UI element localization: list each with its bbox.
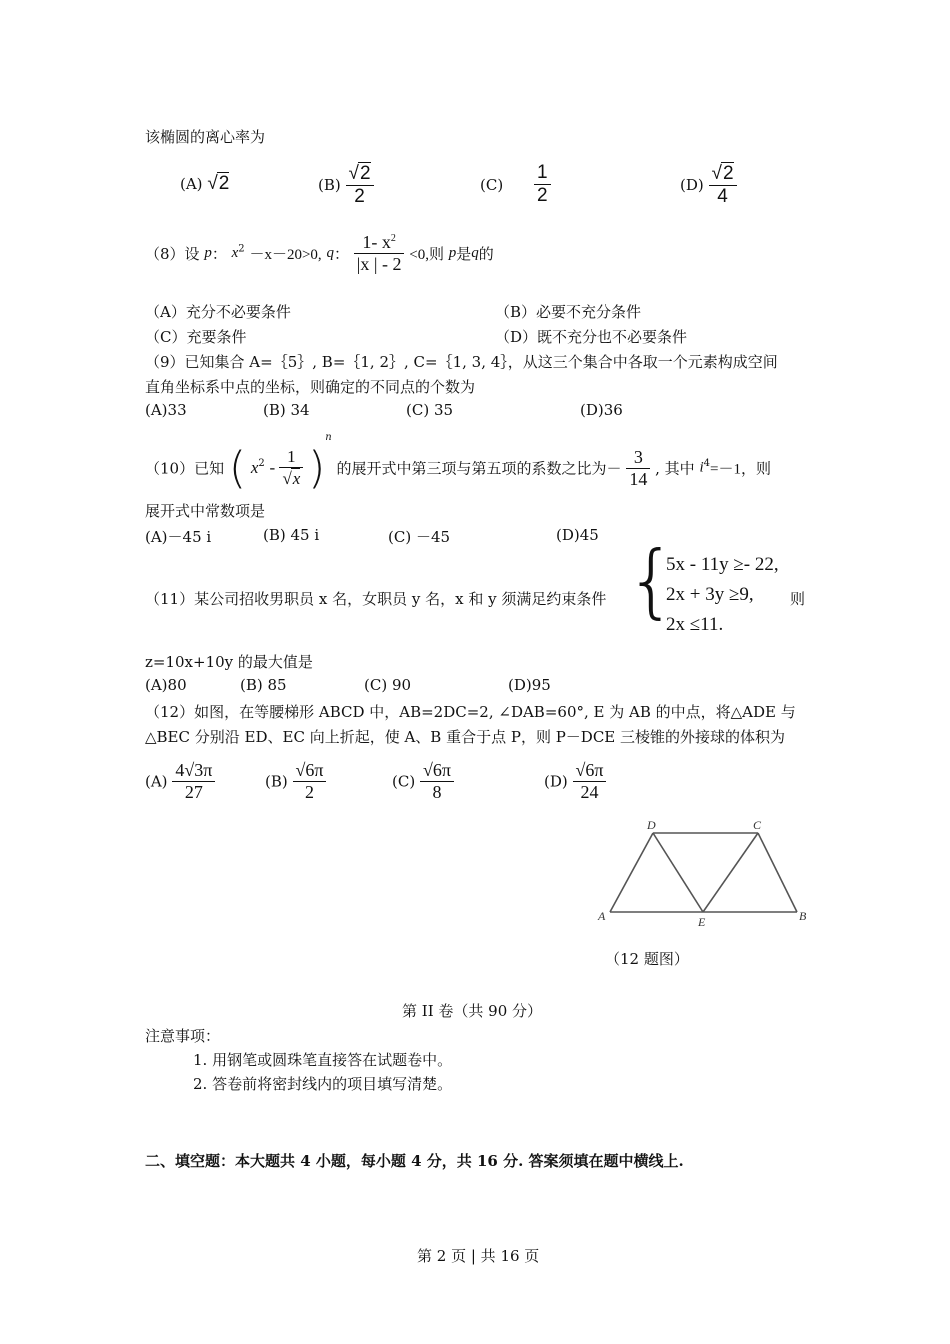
q12-b-denominator: 2 — [305, 782, 314, 802]
q10-option-a: (A)－45 i — [145, 528, 212, 546]
q7-d-fraction — [709, 162, 737, 208]
label-a: A — [598, 909, 606, 923]
q12-c-denominator: 8 — [432, 782, 442, 802]
q9-option-a: (A)33 — [145, 401, 187, 419]
q10-stem: （10）已知 ( $x^2$ - $\frac{1}{√x}$ )$^n$ 的展开式中第三项与第五项的系数之比为－ $\frac{3}{14}$ , 其中 $i^4=-1$，则 — [145, 432, 771, 494]
sqrt-sign: √ — [348, 163, 359, 184]
label-d: D — [647, 818, 656, 832]
q12-stem-line1: （12）如图，在等腰梯形 ABCD 中，AB=2DC=2, ∠DAB=60°, E 为 AB 的中点，将△ADE 与 — [145, 703, 796, 721]
q7-b-label: (B) — [318, 176, 341, 194]
segment-ce — [703, 833, 758, 912]
q11-constraint-3: 2x ≤11. — [666, 614, 724, 635]
q10-option-d: (D)45 — [556, 526, 599, 544]
q7-option-c — [480, 162, 551, 207]
segment-de — [653, 833, 703, 912]
note-2: 2. 答卷前将密封线内的项目填写清楚。 — [193, 1075, 453, 1093]
note-1: 1. 用钢笔或圆珠笔直接答在试题卷中。 — [193, 1051, 453, 1069]
q11-stem-line2: z=10x+10y 的最大值是 — [145, 653, 313, 671]
q11-constraint-2: 2x + 3y ≥9, — [666, 584, 754, 605]
sqrt-sign: √ — [711, 163, 722, 184]
q12-d-denominator: 24 — [580, 782, 599, 802]
q10-option-c: (C) －45 — [388, 528, 451, 546]
q7-option-a — [180, 172, 229, 195]
q12-figure-caption: （12 题图） — [605, 950, 689, 968]
q12-trapezoid-figure — [590, 815, 820, 935]
q7-option-b — [318, 162, 374, 208]
q11-option-d: (D)95 — [508, 676, 551, 694]
q12-d-numerator: √6π — [573, 760, 607, 782]
q9-option-c: (C) 35 — [406, 401, 454, 419]
q11-option-b: (B) 85 — [240, 676, 287, 694]
q7-d-radicand: 2 — [722, 163, 734, 184]
q8-fraction: $\frac{1- x^2}{|x | - 2}$ — [354, 232, 405, 275]
q11-option-a: (A)80 — [145, 676, 187, 694]
segment-bc — [758, 833, 797, 912]
q10-ratio-fraction: $\frac{3}{14}$ — [626, 447, 650, 490]
q8-option-b: （B）必要不充分条件 — [495, 303, 642, 321]
q7-stem-tail: 该椭圆的离心率为 — [145, 128, 266, 146]
q7-c-label: (C) — [480, 175, 504, 194]
q7-b-fraction — [346, 162, 374, 208]
q12-option-b: (B) $\frac{√6\pi}{2}$ — [265, 760, 326, 803]
page-footer: 第 2 页 | 共 16 页 — [417, 1247, 540, 1265]
q7-c-denominator: 2 — [536, 185, 548, 206]
q8-option-d: （D）既不充分也不必要条件 — [495, 328, 688, 346]
q12-option-d: (D) $\frac{√6\pi}{24}$ — [544, 760, 606, 803]
q9-option-d: (D)36 — [580, 401, 623, 419]
q7-c-numerator: 1 — [534, 162, 551, 185]
label-e: E — [698, 915, 706, 929]
q9-option-b: (B) 34 — [263, 401, 310, 419]
right-paren: ) — [308, 442, 326, 494]
q11-constraint-1: 5x - 11y ≥- 22, — [666, 554, 779, 575]
q7-a-radicand: 2 — [218, 173, 230, 194]
q7-b-denominator: 2 — [354, 186, 365, 207]
q12-stem-line2: △BEC 分别沿 ED、EC 向上折起，使 A、B 重合于点 P，则 P－DCE 三棱锥的外接球的体积为 — [145, 728, 786, 746]
part2-title: 第 II 卷（共 90 分） — [402, 1002, 543, 1020]
left-paren: ( — [228, 442, 247, 494]
q9-stem-line2: 直角坐标系中点的坐标，则确定的不同点的个数为 — [145, 378, 476, 396]
q12-a-numerator: 4√3π — [172, 760, 215, 782]
label-c: C — [753, 818, 762, 832]
sqrt-sign: √ — [282, 469, 292, 488]
q11-option-c: (C) 90 — [364, 676, 412, 694]
segment-ad — [610, 833, 653, 912]
q7-a-label: (A) — [180, 175, 203, 193]
q12-option-c: (C) $\frac{√6\pi}{8}$ — [392, 760, 454, 803]
q12-b-numerator: √6π — [293, 760, 327, 782]
q10-option-b: (B) 45 i — [263, 526, 320, 544]
q12-a-denominator: 27 — [184, 782, 203, 802]
q10-inner-fraction: $\frac{1}{√x}$ — [279, 447, 303, 489]
q8-option-c: （C）充要条件 — [145, 328, 247, 346]
sqrt-sign: √ — [207, 173, 218, 194]
q11-stem: （11）某公司招收男职员 x 名，女职员 y 名，x 和 y 须满足约束条件 — [145, 590, 607, 608]
q7-d-label: (D) — [680, 176, 704, 194]
q12-c-numerator: √6π — [420, 760, 454, 782]
notes-heading: 注意事项： — [145, 1027, 221, 1045]
q7-c-fraction — [534, 162, 551, 207]
q11-then: 则 — [790, 590, 806, 608]
q9-stem-line1: （9）已知集合 A=｛5｝, B=｛1, 2｝, C=｛1, 3, 4｝，从这三个集合中各取一个元素构成空间 — [145, 353, 778, 371]
q8-option-a: （A）充分不必要条件 — [145, 303, 291, 321]
q10-stem-line2: 展开式中常数项是 — [145, 502, 266, 520]
q8-stem: （8）设 p： $x^2 -x-20>0$, q： $\frac{1- x^2}{|x | - 2}$ <0,则 p是q的 — [145, 232, 494, 274]
label-b: B — [799, 909, 807, 923]
q7-d-denominator: 4 — [717, 186, 728, 207]
q7-b-radicand: 2 — [359, 163, 371, 184]
left-brace: { — [626, 534, 677, 627]
section-2-heading: 二、填空题：本大题共 4 小题，每小题 4 分，共 16 分. 答案须填在题中横线上. — [145, 1152, 684, 1170]
q7-option-d — [680, 162, 737, 208]
q12-option-a: (A) $\frac{4√3\pi}{27}$ — [145, 760, 215, 803]
